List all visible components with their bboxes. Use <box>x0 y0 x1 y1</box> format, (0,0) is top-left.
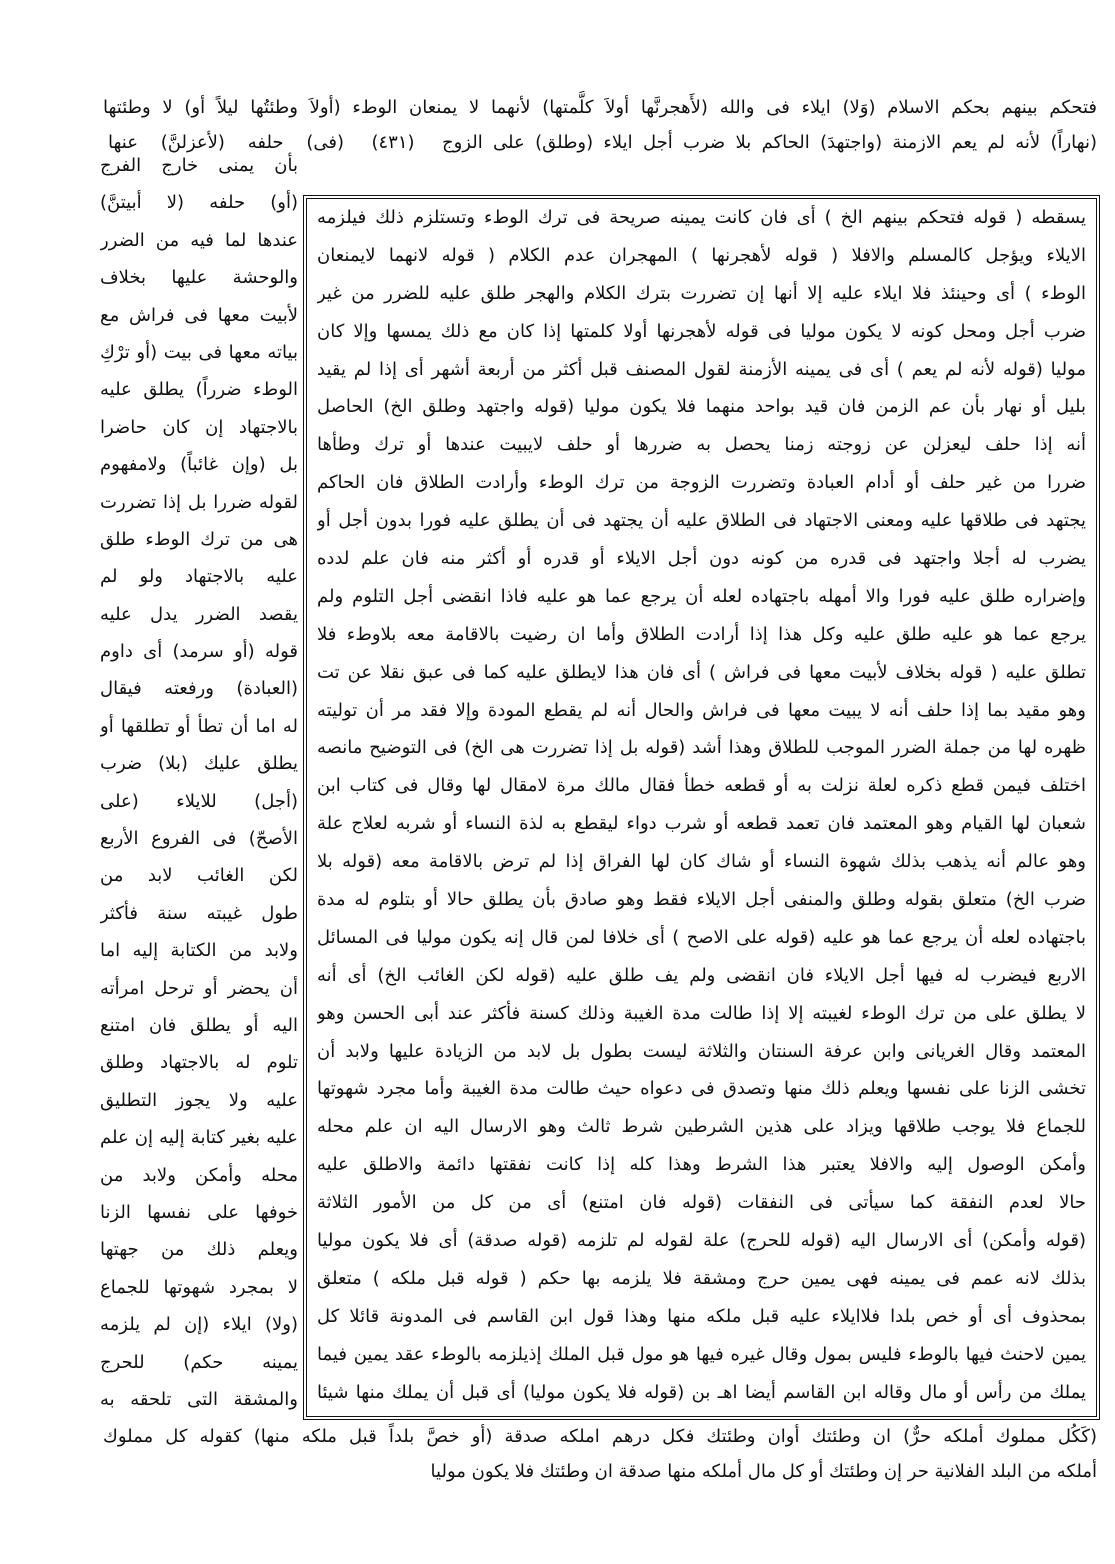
commentary-box <box>303 195 1100 1420</box>
commentary-line: الوطء ) أى وحينئذ فلا ايلاء عليه إلا أنها إن تضررت بترك الكلام والهجر طلق عليه للضرر من غير <box>317 282 1086 304</box>
commentary-line: ضرب أجل ومحل كونه لا يكون موليا فى قوله لأهجرنها أولا كلمتها إذا كان مع ذلك يمسها وإلا كان <box>317 320 1086 342</box>
commentary-line: ضررا من غير حلف أو أدام العبادة وتضررت الزوجة من ترك الوطء وأرادت الطلاق فان الحاكم <box>317 472 1086 494</box>
margin-text-line: والمشقة التى تلحقه به <box>100 1388 298 1410</box>
margin-text-line: الوطء ضرراً) يطلق عليه <box>100 379 298 401</box>
commentary-line: وأمكن الوصول إليه والافلا يعتبر هذا الشرط وهذا كله إذا كانت نفقتها دائمة والاطلق عليه <box>317 1154 1086 1176</box>
commentary-line: تطلق عليه ( قوله بخلاف لأبيت معها فى فراش ) أى فان هذا لايطلق عليه كما فى عبق نقلا عن تت <box>317 661 1086 683</box>
margin-text-line: هى من ترك الوطء طلق <box>100 528 298 550</box>
margin-text-line: بأن يمنى خارج الفرج <box>100 155 298 176</box>
margin-text-line: (أو) حلفه (لا أبيتنَّ) <box>100 192 298 214</box>
margin-text-line: قوله (أو سرمد) أى داوم <box>100 641 298 663</box>
commentary-line: يمين لاحنث فيها بالوطء فليس بمول وقال غيره فيها هو مول قبل الملك إذيلزمه بالوطء عقد يمين فيما <box>317 1343 1086 1365</box>
commentary-line: يضرب له أجلا واجتهد فى قدره من كونه دون أجل الايلاء أو قدره أو أكثر منه فان علم لدده <box>317 548 1086 570</box>
margin-text-line: ولابد من الكتابة إليه اما <box>100 940 298 962</box>
margin-text-line: لقوله ضررا بل إذا تضررت <box>100 491 298 513</box>
margin-text-line: تلوم له بالاجتهاد وطلق <box>100 1052 298 1074</box>
commentary-line: بذلك لانه عمم فى يمينه فهى يمين حرج ومشقة فلا يلزمه بها حكم ( قوله قبل ملكه ) متعلق <box>317 1267 1086 1289</box>
margin-column <box>100 147 298 1418</box>
margin-text-line: عليه ولا يجوز التطليق <box>100 1089 298 1111</box>
margin-text-line: بل (وإن غائباً) ولامفهوم <box>100 454 298 476</box>
commentary-line: لا يطلق على من ترك الوطء لغيبته إلا إذا طالت مدة الغيبة وذلك كسنة فأكثر عند أبى الحسن وهو <box>317 1002 1086 1024</box>
main-text-segment: (فى) حلفه (لأعزلنَّ) عنها <box>108 132 344 153</box>
margin-text-line: بياته معها فى بيت (أو ترْكِ <box>100 341 298 363</box>
margin-text-line: اليه أو يطلق فان امتنع <box>100 1014 298 1036</box>
page-number: (٤٣١) <box>371 132 415 153</box>
margin-text-line: يطلق عليك (بلا) ضرب <box>100 753 298 775</box>
margin-text-line: له اما أن تطأ أو تطلقها أو <box>100 715 298 737</box>
commentary-line: يملك من رأس أو مال وقاله ابن القاسم أيضا اهـ بن (قوله فلا يكون موليا) أى قبل أن يملك منها شيئا <box>317 1381 1086 1403</box>
commentary-line: للجماع فلا يوجب طلاقها ويزاد على هذين الشرطين شرط ثالث وهو الارسال اليه ان علم محله <box>317 1116 1086 1138</box>
main-text-line: فتحكم بينهم بحكم الاسلام (وَلا) ايلاء فى والله (لأَهجرنَّها أولاَ كلَّمتها) لأنهما لا يمنعان الوطء (أولاَ وطئتُها ليلاً أو) لا وطئتها <box>103 97 1097 118</box>
commentary-line: الايلاء ويؤجل كالمسلم والافلا ( قوله لأهجرنها ) المهجران عدم الكلام ( قوله لانهما لايمنعان <box>317 244 1086 266</box>
margin-text-line: (أجل) للايلاء (على <box>100 790 298 812</box>
margin-text-line: يمينه حكم) للحرج <box>100 1351 298 1373</box>
margin-text-line: يقصد الضرر يدل عليه <box>100 603 298 625</box>
margin-text-line: لكن الغائب لابد من <box>100 865 298 887</box>
margin-text-line: بالاجتهاد إن كان حاضرا <box>100 416 298 438</box>
commentary-line: تخشى الزنا على نفسها ويعلم ذلك منها وتصدق فى دعواه حيث طالت مدة الغيبة وأما مجرد شهوتها <box>317 1078 1086 1100</box>
margin-text-line: عندها لما فيه من الضرر <box>100 229 298 251</box>
commentary-line: ضرب الخ) متعلق بقوله وطلق والمنفى أجل الايلاء فقط وهو صادق بأن يطلق حالا أو بتلوم له مدة <box>317 889 1086 911</box>
commentary-line: بمحذوف أى أو خص بلدا فلاايلاء عليه قبل ملكه منها وهذا قول ابن القاسم فى المدونة قائلا كل <box>317 1305 1086 1327</box>
commentary-line: المعتمد وقال الغريانى وابن عرفة السنتان والثلاثة ليست بطول بل لابد من الزيادة عليها ولابد أن <box>317 1040 1086 1062</box>
main-text-line: (كَكُل مملوك أملكه حرٌّ) ان وطئتك أوان وطئتك فكل درهم املكه صدقة (أو خصَّ بلداً قبل ملكه منها) كقوله كل مملوك <box>103 1426 1097 1447</box>
margin-text-line: طول غيبته سنة فأكثر <box>100 902 298 924</box>
commentary-line: يجتهد فى طلاقها عليه ومعنى الاجتهاد فى الطلاق عليه أن يجتهد فى أن يطلق عليه فورا بدون أجل أو <box>317 510 1086 532</box>
margin-text-line: لا بمجرد شهوتها للجماع <box>100 1276 298 1298</box>
margin-text-line: ويعلم ذلك من جهتها <box>100 1239 298 1261</box>
commentary-line: بليل أو نهار بأن عم الزمن فان قيد بواحد منهما فلا يكون موليا (قوله واجتهد وطلق الخ) الحاصل <box>317 396 1086 418</box>
commentary-line: شعبان لها القيام وهو المعتمد فان تعمد قطعه أو شرب دواء ليقطع به لذة النساء أو شربه لعلاج علة <box>317 813 1086 835</box>
margin-text-line: (العبادة) ورفعته فيقال <box>100 678 298 700</box>
commentary-line: باجتهاده لعله أن يرجع عما هو عليه (قوله على الاصح ) أى خلافا لمن قال إنه يكون موليا فى المسائل <box>317 926 1086 948</box>
commentary-line: حالا لعدم النفقة كما سيأتى فى النفقات (قوله فان امتنع) أى من كل من الأمور الثلاثة <box>317 1192 1086 1214</box>
margin-text-line: عليه بالاجتهاد ولو لم <box>100 566 298 588</box>
margin-text-line: (ولا) ايلاء (إن لم يلزمه <box>100 1314 298 1336</box>
commentary-line: يسقطه ( قوله فتحكم بينهم الخ ) أى فان كانت يمينه صريحة فى ترك الوطء وتستلزم ذلك فيلزمه <box>317 207 1086 228</box>
commentary-line: ظهره لها من جملة الضرر الموجب للطلاق وهذا أشد (قوله بل إذا تضررت هى الخ) فى التوضيح مانصه <box>317 737 1086 759</box>
margin-text-line: أن يحضر أو ترحل امرأته <box>100 977 298 999</box>
commentary-line: أنه إذا حلف ليعزلن عن زوجته زمنا يحصل به ضررها أو حلف لايبيت عندها أو ترك وطأها <box>317 434 1086 456</box>
main-text-line: أملكه من البلد الفلانية حر إن وطئتك أو كل مال أملكه منها صدقة ان وطئتك فلا يكون موليا <box>430 1461 1097 1482</box>
commentary-line: وإضراره طلق عليه فورا والا أمهله باجتهاده لعله أن يرجع عما هو عليه فاذا انقضى أجل التلوم ولم <box>317 585 1086 607</box>
commentary-line: وهو مقيد بما إذا حلف أنه لا يبيت معها فى فراش والحال أنه لم يقطع المودة وإلا فقد مر أن توليته <box>317 699 1086 721</box>
commentary-line: يرجع عما هو عليه طلق عليه وكل هذا إذا أرادت الطلاق وأما ان رضيت بالاقامة معه بلاوطء فلا <box>317 623 1086 645</box>
commentary-line: اختلف فيمن قطع ذكره لعلة نزلت به أو قطعه خطأ فقال مالك مرة لامقال لها وقال فى كتاب ابن <box>317 775 1086 797</box>
main-text-segment: (نهاراً) لأنه لم يعم الازمنة (واجتهدَ) الحاكم بلا ضرب أجل ايلاء (وطلق) على الزوج <box>442 132 1097 153</box>
margin-text-line: خوفها على نفسها الزنا <box>100 1201 298 1223</box>
commentary-line: وهو عالم أنه يذهب بذلك شهوة النساء أو شاك كان لها الفراق إذا لم ترض بالاقامة معه (قوله بلا <box>317 851 1086 873</box>
margin-text-line: والوحشة عليها بخلاف <box>100 267 298 289</box>
commentary-line: موليا (قوله لأنه لم يعم ) أى فى يمينه الأزمنة لقول المصنف قبل أكثر من أربعة أشهر أى إذا لم يقيد <box>317 358 1086 380</box>
margin-text-line: لأبيت معها فى فراش مع <box>100 304 298 326</box>
margin-text-line: الأصحّ) فى الفروع الأربع <box>100 828 298 850</box>
commentary-line: الاربع فيضرب له فيها أجل الايلاء فان انقضى ولم يف طلق عليه (قوله لكن الغائب الخ) أى أنه <box>317 964 1086 986</box>
commentary-line: (قوله وأمكن) أى الارسال اليه (قوله للحرج) علة لقوله لم تلزمه (قوله صدقة) أى فلا يكون موليا <box>317 1230 1086 1252</box>
margin-text-line: محله وأمكن ولابد من <box>100 1164 298 1186</box>
margin-text-line: عليه بغير كتابة إليه إن علم <box>100 1127 298 1149</box>
